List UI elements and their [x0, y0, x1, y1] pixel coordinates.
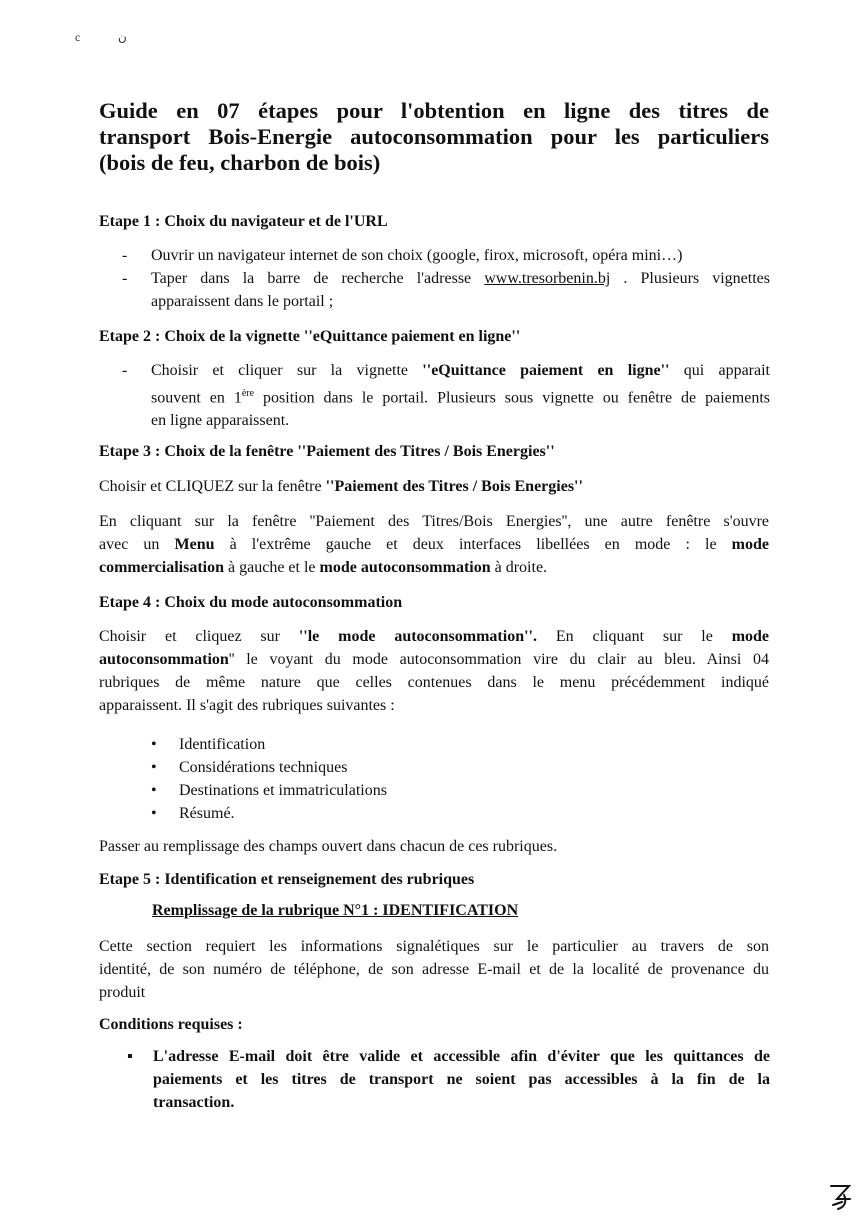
menu-label: Menu	[174, 536, 215, 553]
mode-label: mode	[731, 536, 769, 553]
handwritten-signature-icon	[828, 1182, 854, 1217]
step4-text: En cliquant sur le	[537, 628, 732, 645]
condition-text: L'adresse E-mail doit être valide et accessible afin d'éviter que les quittances de	[153, 1048, 770, 1065]
step3-line	[99, 475, 769, 498]
step3-text: avec un	[99, 536, 175, 553]
rubric-label: Résumé.	[179, 805, 235, 822]
step2-text: souvent en 1	[151, 389, 242, 407]
commercialisation-label: commercialisation	[99, 559, 225, 576]
list-item	[122, 244, 770, 267]
step1-heading: Etape 1 : Choix du navigateur et de l'URL	[99, 213, 388, 230]
step4-after: Passer au remplissage des champs ouvert dans chacun de ces rubriques.	[99, 838, 558, 855]
condition-text: transaction.	[153, 1094, 235, 1111]
superscript: ère	[241, 388, 255, 399]
list-item	[151, 802, 235, 825]
conditions-heading: Conditions requises :	[99, 1016, 243, 1033]
document-title	[99, 98, 769, 176]
step3-bold: ''Paiement des Titres / Bois Energies''	[325, 478, 583, 495]
tresorbenin-link[interactable]: www.tresorbenin.bj	[484, 270, 611, 287]
step2-text: en ligne apparaissent.	[151, 412, 290, 430]
step5-subheading: Remplissage de la rubrique N°1 : IDENTIFICATION	[152, 902, 519, 919]
step4-paragraph	[99, 625, 769, 717]
step4-bold: mode	[731, 628, 770, 645]
square-bullet-marker: ▪	[127, 1048, 133, 1065]
step4-bold: autoconsommation	[99, 651, 229, 668]
dash-marker: -	[122, 362, 128, 379]
step4-text: Choisir et cliquez sur	[99, 628, 299, 645]
step5-text: produit	[99, 984, 146, 1001]
step3-paragraph	[99, 510, 769, 579]
list-item	[151, 779, 387, 802]
step5-paragraph	[99, 935, 769, 1004]
step3-heading: Etape 3 : Choix de la fenêtre ''Paiement des Titres / Bois Energies''	[99, 443, 555, 460]
bullet-marker: •	[151, 736, 157, 753]
step1-item2-line2: apparaissent dans le portail ;	[151, 293, 334, 310]
condition-item	[127, 1045, 770, 1114]
bullet-marker: •	[151, 805, 157, 822]
scan-mark-1: c	[75, 30, 81, 44]
step3-text: à gauche et le	[224, 559, 320, 576]
list-item	[151, 756, 347, 779]
rubric-label: Considérations techniques	[179, 759, 348, 776]
step1-item2-after: . Plusieurs vignettes	[610, 270, 771, 287]
step3-text: Choisir et CLIQUEZ sur la fenêtre	[99, 478, 326, 495]
condition-text: paiements et les titres de transport ne soient pas accessibles à la fin de la	[153, 1071, 770, 1088]
dash-marker: -	[122, 247, 128, 264]
step4-bold: ''le mode autoconsommation''.	[298, 628, 537, 645]
dash-marker: -	[122, 270, 128, 287]
step1-item2-text: Taper dans la barre de recherche l'adresse	[151, 270, 485, 287]
step3-text: à droite.	[490, 559, 548, 576]
list-item	[122, 267, 770, 313]
bullet-marker: •	[151, 759, 157, 776]
step2-item	[151, 359, 770, 432]
autoconsommation-label: mode autoconsommation	[319, 559, 491, 576]
step2-heading: Etape 2 : Choix de la vignette ''eQuittance paiement en ligne''	[99, 328, 521, 345]
step3-para-line: En cliquant sur la fenêtre ''Paiement des Titres/Bois Energies'', une autre fenêtre s'ouvre	[99, 513, 769, 530]
step5-text: Cette section requiert les informations signalétiques sur le particulier au travers de son	[99, 938, 769, 955]
step4-heading: Etape 4 : Choix du mode autoconsommation	[99, 594, 403, 611]
step2-text: qui apparait	[669, 362, 771, 379]
rubric-label: Destinations et immatriculations	[179, 782, 387, 799]
step5-text: identité, de son numéro de téléphone, de son adresse E-mail et de la localité de provenance du	[99, 961, 769, 978]
list-item	[122, 359, 770, 432]
step4-text: apparaissent. Il s'agit des rubriques suivantes :	[99, 697, 395, 714]
step4-text: rubriques de même nature que celles contenues dans le menu précédemment indiqué	[99, 674, 769, 691]
step4-text: '' le voyant du mode autoconsommation vire du clair au bleu. Ainsi 04	[228, 651, 769, 668]
scan-mark-2: ن	[118, 30, 127, 44]
equittance-label: ''eQuittance paiement en ligne''	[422, 362, 670, 379]
rubric-label: Identification	[179, 736, 266, 753]
step2-text: Choisir et cliquer sur la vignette	[151, 362, 423, 379]
step1-item1: Ouvrir un navigateur internet de son choix (google, firox, microsoft, opéra mini…)	[151, 247, 683, 264]
list-item	[151, 733, 265, 756]
step2-text: position dans le portail. Plusieurs sous vignette ou fenêtre de paiements	[254, 389, 770, 407]
bullet-marker: •	[151, 782, 157, 799]
title-line: Guide en 07 étapes pour l'obtention en ligne des titres de	[99, 98, 769, 123]
step5-heading: Etape 5 : Identification et renseignement des rubriques	[99, 871, 475, 888]
step3-text: à l'extrême gauche et deux interfaces libellées en mode : le	[214, 536, 732, 553]
step1-item2	[151, 267, 770, 313]
title-line: (bois de feu, charbon de bois)	[99, 150, 381, 175]
title-line: transport Bois-Energie autoconsommation pour les particuliers	[99, 124, 769, 149]
